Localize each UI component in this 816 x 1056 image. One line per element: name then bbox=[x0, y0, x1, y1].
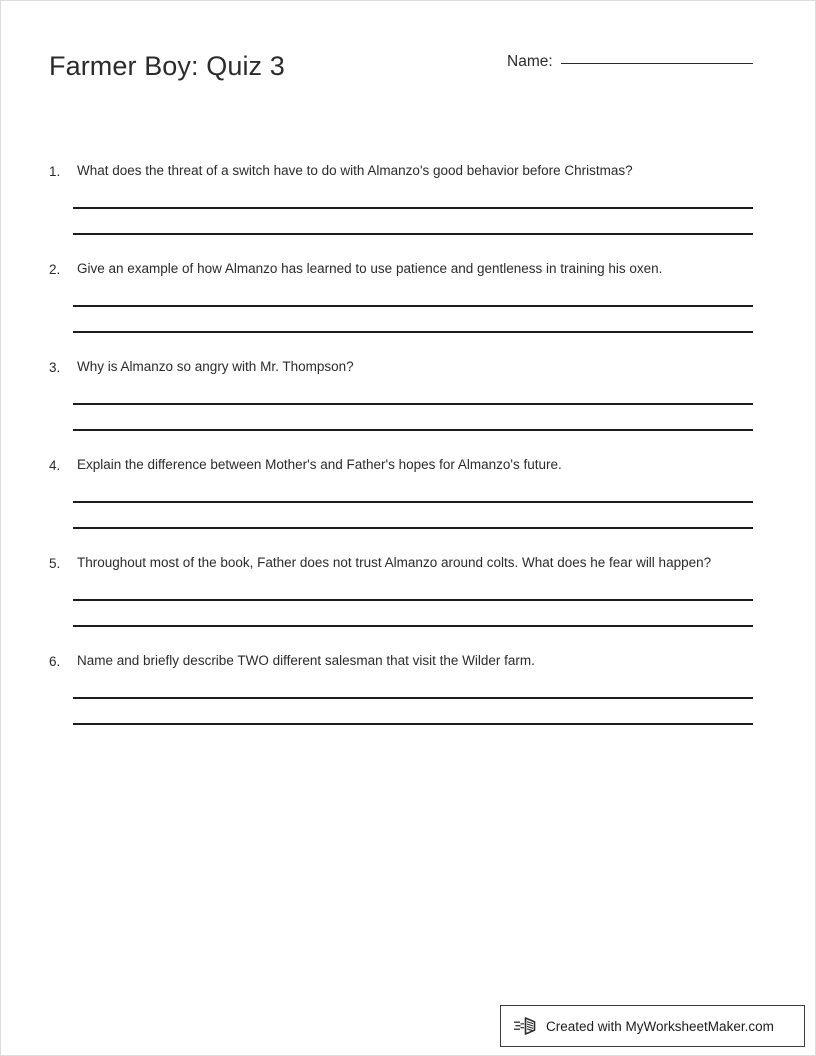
question-number: 5. bbox=[49, 556, 61, 571]
answer-line[interactable] bbox=[73, 403, 753, 405]
question-item bbox=[1, 259, 816, 333]
question-row bbox=[1, 553, 816, 573]
question-item bbox=[1, 553, 816, 627]
question-text: Explain the difference between Mother's and Father's hopes for Almanzo's future. bbox=[77, 457, 562, 472]
answer-line[interactable] bbox=[73, 429, 753, 431]
name-input[interactable] bbox=[561, 62, 753, 64]
question-text: Throughout most of the book, Father does not trust Almanzo around colts. What does he fear will happen? bbox=[77, 555, 712, 570]
question-number: 2. bbox=[49, 262, 61, 277]
answer-line[interactable] bbox=[73, 599, 753, 601]
answer-lines-group bbox=[1, 573, 816, 627]
questions-list bbox=[1, 161, 816, 749]
question-text: What does the threat of a switch have to do with Almanzo's good behavior before Christmas? bbox=[77, 163, 633, 178]
worksheet-header bbox=[1, 1, 816, 121]
question-item bbox=[1, 357, 816, 431]
page-title: Farmer Boy: Quiz 3 bbox=[49, 51, 285, 81]
question-text: Name and briefly describe TWO different salesman that visit the Wilder farm. bbox=[77, 653, 535, 668]
answer-lines-group bbox=[1, 671, 816, 725]
question-row bbox=[1, 161, 816, 181]
question-row bbox=[1, 455, 816, 475]
created-with-badge[interactable] bbox=[500, 1005, 805, 1047]
answer-line[interactable] bbox=[73, 527, 753, 529]
worksheet-maker-logo-icon bbox=[514, 1015, 540, 1037]
answer-lines-group bbox=[1, 181, 816, 235]
answer-line[interactable] bbox=[73, 625, 753, 627]
answer-line[interactable] bbox=[73, 331, 753, 333]
question-row bbox=[1, 357, 816, 377]
question-row bbox=[1, 259, 816, 279]
question-number: 4. bbox=[49, 458, 61, 473]
question-row bbox=[1, 651, 816, 671]
answer-line[interactable] bbox=[73, 501, 753, 503]
created-with-label: Created with MyWorksheetMaker.com bbox=[546, 1018, 774, 1034]
question-item bbox=[1, 455, 816, 529]
answer-line[interactable] bbox=[73, 723, 753, 725]
question-text: Why is Almanzo so angry with Mr. Thompson? bbox=[77, 359, 354, 374]
name-field-group bbox=[507, 53, 753, 71]
answer-lines-group bbox=[1, 279, 816, 333]
answer-lines-group bbox=[1, 475, 816, 529]
answer-line[interactable] bbox=[73, 207, 753, 209]
answer-line[interactable] bbox=[73, 697, 753, 699]
answer-line[interactable] bbox=[73, 305, 753, 307]
name-field-label: Name: bbox=[507, 53, 553, 70]
question-item bbox=[1, 161, 816, 235]
answer-line[interactable] bbox=[73, 233, 753, 235]
question-item bbox=[1, 651, 816, 725]
question-number: 3. bbox=[49, 360, 61, 375]
answer-lines-group bbox=[1, 377, 816, 431]
question-number: 1. bbox=[49, 164, 61, 179]
question-text: Give an example of how Almanzo has learned to use patience and gentleness in training his oxen. bbox=[77, 261, 663, 276]
question-number: 6. bbox=[49, 654, 61, 669]
